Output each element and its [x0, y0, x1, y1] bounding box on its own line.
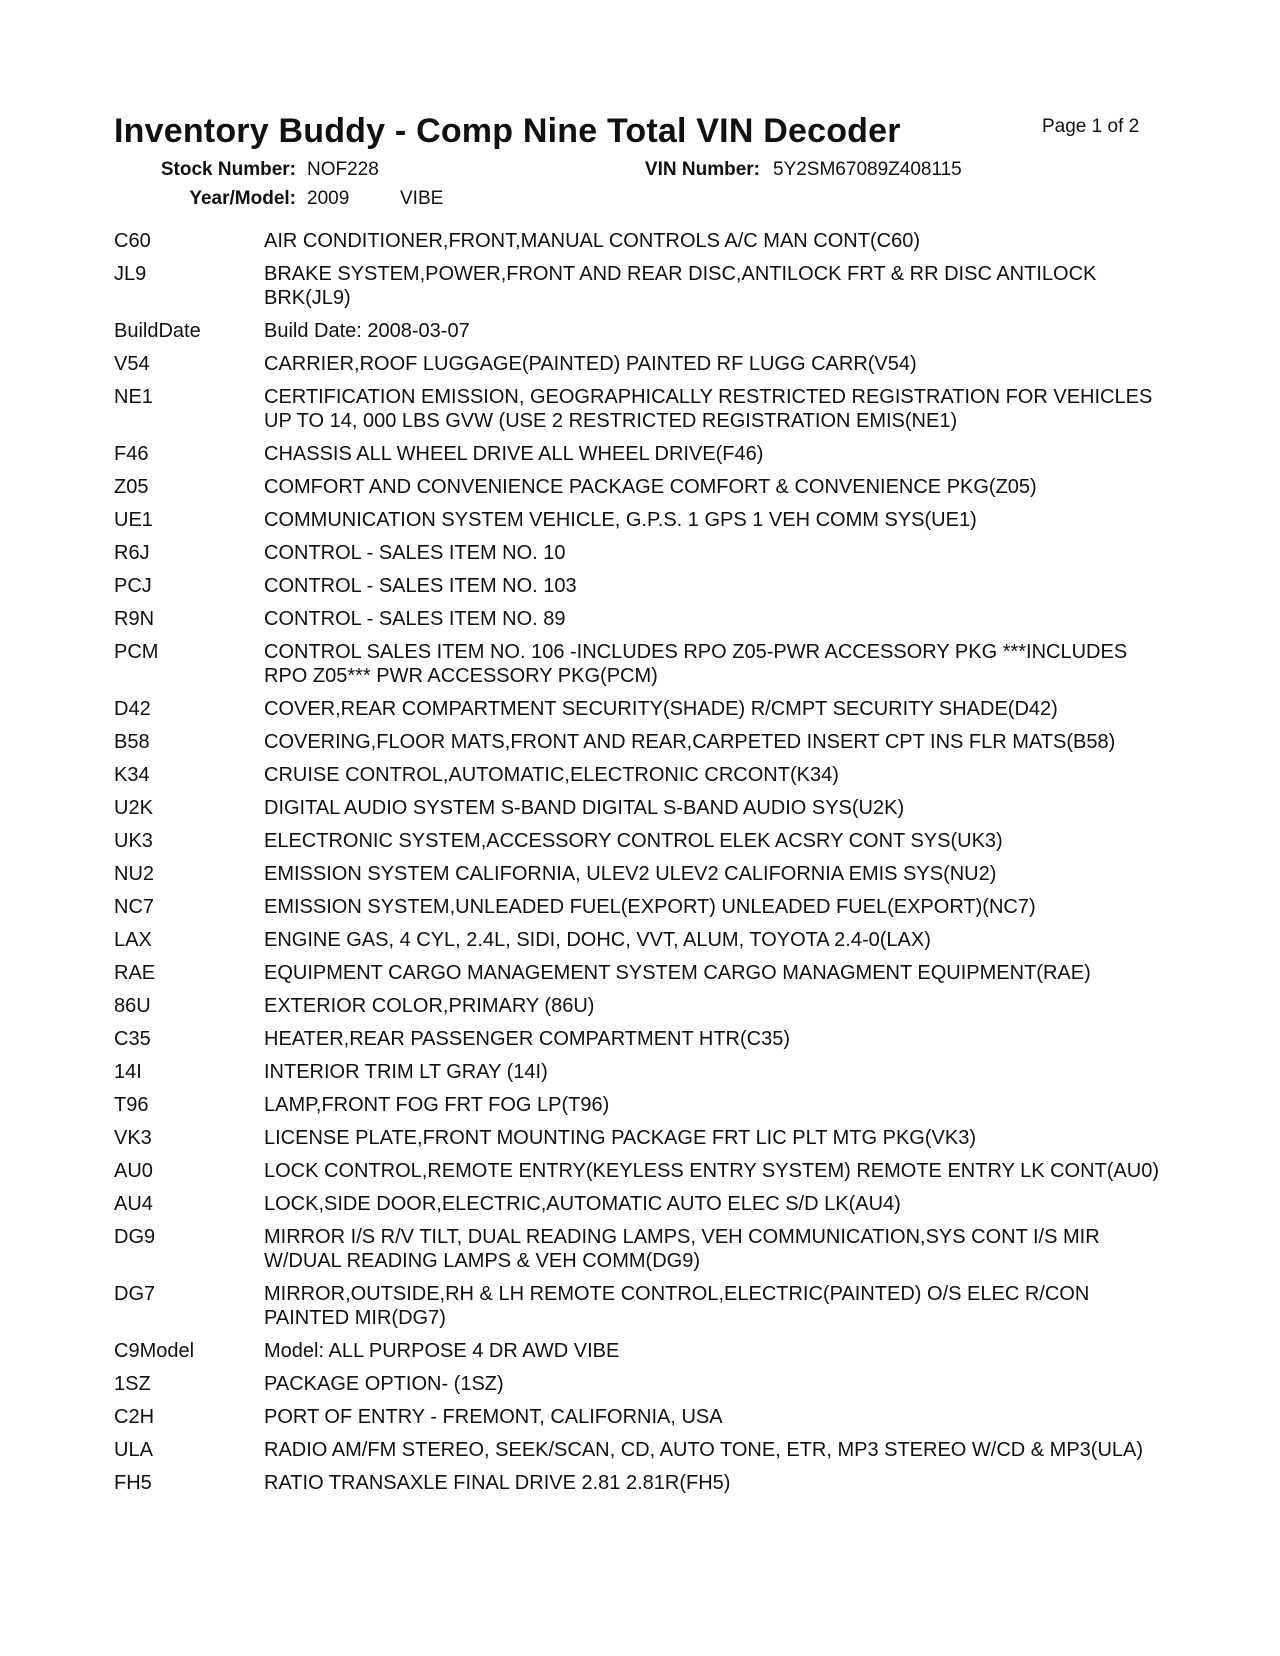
option-description: EQUIPMENT CARGO MANAGEMENT SYSTEM CARGO MANAGMENT EQUIPMENT(RAE): [264, 962, 1091, 984]
option-description: AIR CONDITIONER,FRONT,MANUAL CONTROLS A/C MAN CONT(C60): [264, 230, 920, 252]
option-code: V54: [114, 353, 150, 375]
option-code: F46: [114, 443, 149, 465]
option-description: BRAKE SYSTEM,POWER,FRONT AND REAR DISC,ANTILOCK FRT & RR DISC ANTILOCK BRK(JL9): [264, 263, 1097, 309]
option-description: COMFORT AND CONVENIENCE PACKAGE COMFORT & CONVENIENCE PKG(Z05): [264, 476, 1037, 498]
option-code: T96: [114, 1094, 149, 1116]
option-row: [114, 640, 1164, 688]
option-description: LAMP,FRONT FOG FRT FOG LP(T96): [264, 1094, 610, 1116]
option-code: DG7: [114, 1283, 156, 1305]
option-code: JL9: [114, 263, 147, 285]
option-row: [114, 262, 1164, 310]
option-code: NE1: [114, 386, 153, 408]
option-description: CERTIFICATION EMISSION, GEOGRAPHICALLY RESTRICTED REGISTRATION FOR VEHICLES UP TO 14, 000 LBS GVW (USE 2 RESTRICTED REGISTRATION EMIS(NE1): [264, 386, 1153, 432]
option-row: [114, 1282, 1164, 1330]
option-description: HEATER,REAR PASSENGER COMPARTMENT HTR(C35): [264, 1028, 790, 1050]
option-code: D42: [114, 698, 151, 720]
option-code: 1SZ: [114, 1373, 151, 1395]
option-code: C35: [114, 1028, 151, 1050]
option-description: CHASSIS ALL WHEEL DRIVE ALL WHEEL DRIVE(F46): [264, 443, 764, 465]
option-description: PORT OF ENTRY - FREMONT, CALIFORNIA, USA: [264, 1406, 723, 1428]
option-code-list: [114, 229, 1164, 1504]
option-row: [114, 1126, 1164, 1150]
option-row: [114, 796, 1164, 820]
option-code: UK3: [114, 830, 153, 852]
option-description: MIRROR I/S R/V TILT, DUAL READING LAMPS, VEH COMMUNICATION,SYS CONT I/S MIR W/DUAL READING LAMPS & VEH COMM(DG9): [264, 1226, 1100, 1272]
option-code: FH5: [114, 1472, 152, 1494]
option-description: ELECTRONIC SYSTEM,ACCESSORY CONTROL ELEK ACSRY CONT SYS(UK3): [264, 830, 1003, 852]
option-row: [114, 1093, 1164, 1117]
option-code: U2K: [114, 797, 153, 819]
option-row: [114, 541, 1164, 565]
option-row: [114, 1159, 1164, 1183]
vin-number-label: VIN Number:: [644, 159, 760, 180]
option-code: Z05: [114, 476, 149, 498]
option-description: ENGINE GAS, 4 CYL, 2.4L, SIDI, DOHC, VVT, ALUM, TOYOTA 2.4-0(LAX): [264, 929, 931, 951]
year-value: 2009: [307, 188, 350, 209]
option-code: DG9: [114, 1226, 156, 1248]
option-code: C9Model: [114, 1340, 195, 1362]
option-code: C60: [114, 230, 151, 252]
option-description: RATIO TRANSAXLE FINAL DRIVE 2.81 2.81R(FH5): [264, 1472, 731, 1494]
option-description: CONTROL - SALES ITEM NO. 89: [264, 608, 566, 630]
option-code: ULA: [114, 1439, 153, 1461]
option-description: CONTROL - SALES ITEM NO. 103: [264, 575, 577, 597]
option-code: 86U: [114, 995, 151, 1017]
option-description: LICENSE PLATE,FRONT MOUNTING PACKAGE FRT LIC PLT MTG PKG(VK3): [264, 1127, 976, 1149]
option-row: [114, 229, 1164, 253]
option-code: C2H: [114, 1406, 155, 1428]
option-description: LOCK,SIDE DOOR,ELECTRIC,AUTOMATIC AUTO ELEC S/D LK(AU4): [264, 1193, 901, 1215]
option-code: R9N: [114, 608, 155, 630]
option-description: CRUISE CONTROL,AUTOMATIC,ELECTRONIC CRCONT(K34): [264, 764, 839, 786]
option-code: NU2: [114, 863, 155, 885]
option-description: DIGITAL AUDIO SYSTEM S-BAND DIGITAL S-BAND AUDIO SYS(U2K): [264, 797, 905, 819]
option-row: [114, 829, 1164, 853]
option-description: COMMUNICATION SYSTEM VEHICLE, G.P.S. 1 GPS 1 VEH COMM SYS(UE1): [264, 509, 977, 531]
option-row: [114, 763, 1164, 787]
year-model-label: Year/Model:: [189, 188, 296, 209]
stock-number-value: NOF228: [307, 159, 379, 180]
option-row: [114, 319, 1164, 343]
option-description: MIRROR,OUTSIDE,RH & LH REMOTE CONTROL,ELECTRIC(PAINTED) O/S ELEC R/CON PAINTED MIR(DG7): [264, 1283, 1090, 1329]
option-description: EMISSION SYSTEM,UNLEADED FUEL(EXPORT) UNLEADED FUEL(EXPORT)(NC7): [264, 896, 1036, 918]
option-code: R6J: [114, 542, 150, 564]
option-description: CONTROL - SALES ITEM NO. 10: [264, 542, 566, 564]
option-row: [114, 1192, 1164, 1216]
option-row: [114, 928, 1164, 952]
option-row: [114, 475, 1164, 499]
option-description: Model: ALL PURPOSE 4 DR AWD VIBE: [264, 1340, 620, 1362]
option-description: COVER,REAR COMPARTMENT SECURITY(SHADE) R/CMPT SECURITY SHADE(D42): [264, 698, 1058, 720]
option-row: [114, 961, 1164, 985]
option-row: [114, 352, 1164, 376]
option-row: [114, 508, 1164, 532]
option-code: RAE: [114, 962, 156, 984]
option-row: [114, 574, 1164, 598]
option-code: UE1: [114, 509, 153, 531]
option-description: LOCK CONTROL,REMOTE ENTRY(KEYLESS ENTRY SYSTEM) REMOTE ENTRY LK CONT(AU0): [264, 1160, 1159, 1182]
option-description: Build Date: 2008-03-07: [264, 320, 470, 342]
option-row: [114, 1027, 1164, 1051]
option-row: [114, 1225, 1164, 1273]
option-code: B58: [114, 731, 150, 753]
option-code: BuildDate: [114, 320, 201, 342]
option-row: [114, 1060, 1164, 1084]
option-code: AU0: [114, 1160, 153, 1182]
option-row: [114, 442, 1164, 466]
option-code: 14I: [114, 1061, 142, 1083]
option-description: CARRIER,ROOF LUGGAGE(PAINTED) PAINTED RF LUGG CARR(V54): [264, 353, 917, 375]
option-row: [114, 994, 1164, 1018]
option-description: COVERING,FLOOR MATS,FRONT AND REAR,CARPETED INSERT CPT INS FLR MATS(B58): [264, 731, 1116, 753]
page-number: Page 1 of 2: [1042, 116, 1140, 137]
option-row: [114, 730, 1164, 754]
option-row: [114, 697, 1164, 721]
option-row: [114, 895, 1164, 919]
option-row: [114, 1339, 1164, 1363]
model-value: VIBE: [400, 188, 444, 209]
stock-number-label: Stock Number:: [160, 159, 296, 180]
option-code: PCJ: [114, 575, 152, 597]
option-row: [114, 1372, 1164, 1396]
option-code: AU4: [114, 1193, 153, 1215]
option-row: [114, 1471, 1164, 1495]
option-description: CONTROL SALES ITEM NO. 106 -INCLUDES RPO Z05-PWR ACCESSORY PKG ***INCLUDES RPO Z05*** PWR ACCESSORY PKG(PCM): [264, 641, 1128, 687]
option-row: [114, 862, 1164, 886]
option-code: PCM: [114, 641, 159, 663]
option-code: NC7: [114, 896, 155, 918]
option-row: [114, 607, 1164, 631]
option-code: VK3: [114, 1127, 152, 1149]
option-description: INTERIOR TRIM LT GRAY (14I): [264, 1061, 548, 1083]
option-row: [114, 1438, 1164, 1462]
vin-number-value: 5Y2SM67089Z408115: [773, 159, 962, 180]
option-description: PACKAGE OPTION- (1SZ): [264, 1373, 504, 1395]
option-code: LAX: [114, 929, 152, 951]
option-description: EXTERIOR COLOR,PRIMARY (86U): [264, 995, 595, 1017]
option-description: RADIO AM/FM STEREO, SEEK/SCAN, CD, AUTO TONE, ETR, MP3 STEREO W/CD & MP3(ULA): [264, 1439, 1144, 1461]
option-row: [114, 385, 1164, 433]
option-row: [114, 1405, 1164, 1429]
report-title: Inventory Buddy - Comp Nine Total VIN Decoder: [114, 112, 901, 150]
option-code: K34: [114, 764, 150, 786]
option-description: EMISSION SYSTEM CALIFORNIA, ULEV2 ULEV2 CALIFORNIA EMIS SYS(NU2): [264, 863, 997, 885]
